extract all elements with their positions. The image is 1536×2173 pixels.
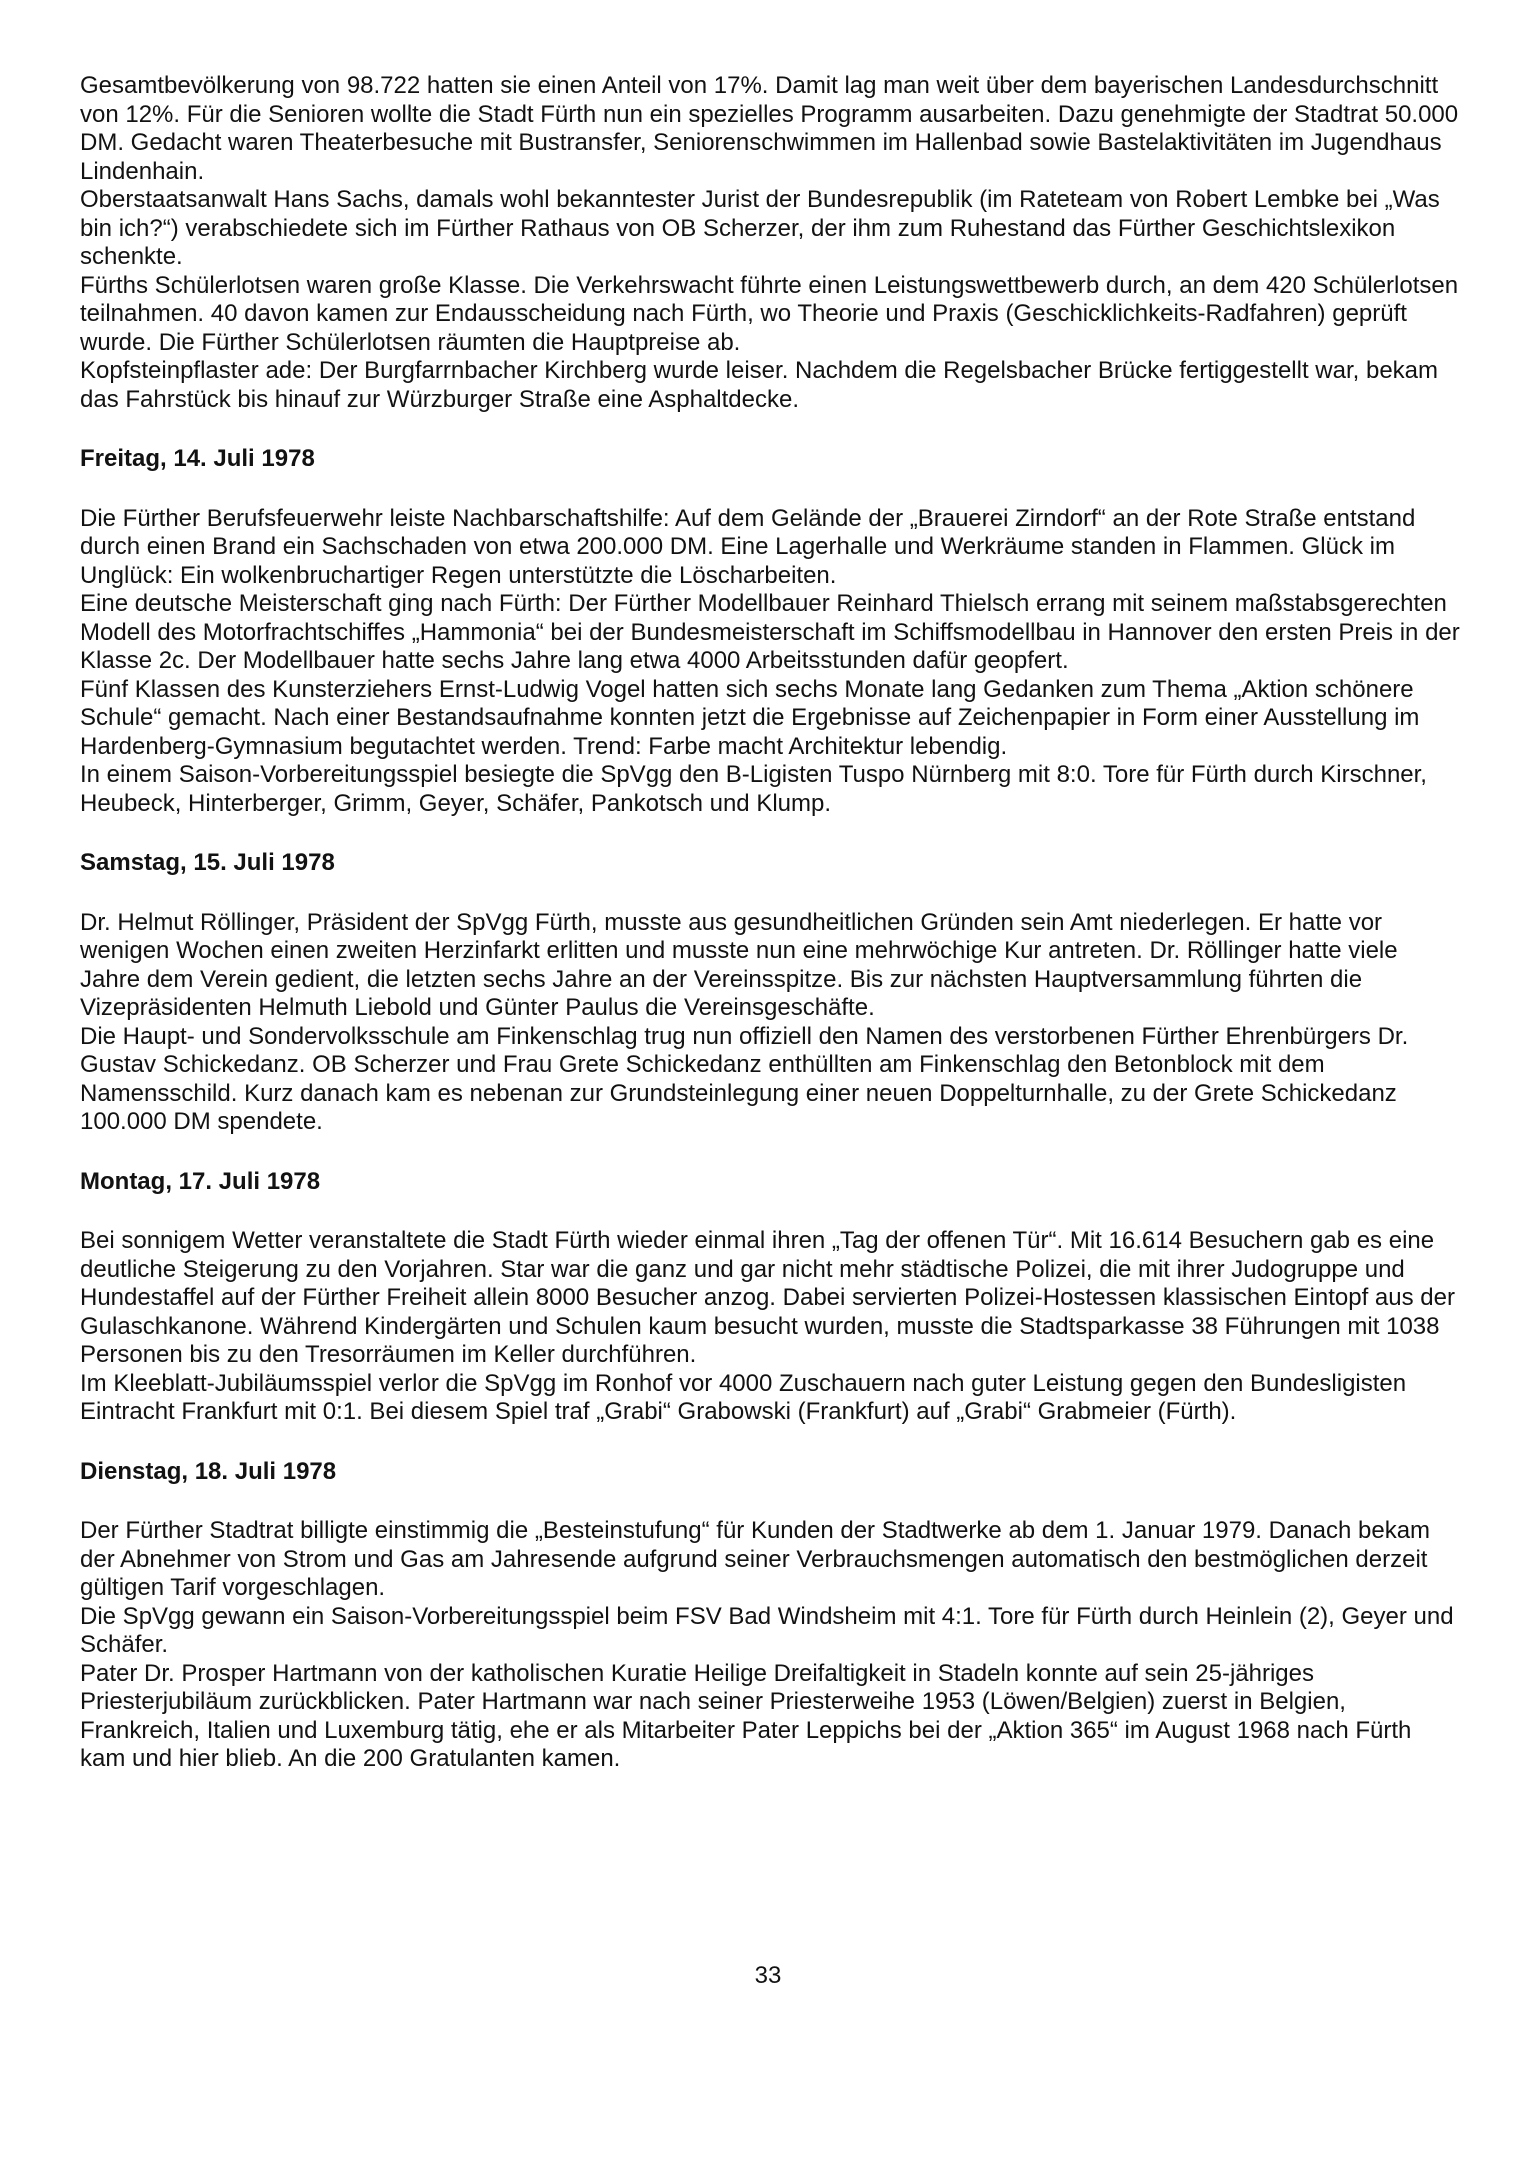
paragraph-kleeblatt-jubilaeumsspiel: Im Kleeblatt-Jubiläumsspiel verlor die SpVgg im Ronhof vor 4000 Zuschauern nach guter Leistung gegen den Bundesligisten Eintracht Frankfurt mit 0:1. Bei diesem Spiel traf „Grabi“ Grabowski (Frankfurt) auf „Grabi“ Grabmeier (Fürth). bbox=[80, 1369, 1407, 1425]
paragraph-population-seniors: Gesamtbevölkerung von 98.722 hatten sie einen Anteil von 17%. Damit lag man weit über dem bayerischen Landesdurchschnitt von 12%. Für die Senioren wollte die Stadt Fürth nun ein spezielles Programm ausarbeiten. Dazu genehmigte der Stadtrat 50.000 DM. Gedacht waren Theaterbesuche mit Bustransfer, Seniorenschwimmen im Hallenbad sowie Bastelaktivitäten im Jugendhaus Lindenhain. bbox=[80, 72, 1459, 185]
paragraph-kopfsteinpflaster: Kopfsteinpflaster ade: Der Burgfarrnbacher Kirchberg wurde leiser. Nachdem die Regelsbacher Brücke fertiggestellt war, bekam das Fahrstück bis hinauf zur Würzburger Straße eine Asphaltdecke. bbox=[80, 357, 1439, 413]
paragraph-meisterschaft-modellbau: Eine deutsche Meisterschaft ging nach Fürth: Der Fürther Modellbauer Reinhard Thielsch errang mit seinem maßstabsgerechten Modell des Motorfrachtschiffes „Hammonia“ bei der Bundesmeisterschaft im Schiffsmodellbau in Hannover den ersten Preis in der Klasse 2c. Der Modellbauer hatte sechs Jahre lang etwa 4000 Arbeitsstunden dafür geopfert. bbox=[80, 590, 1460, 674]
paragraph-schickedanz-schule: Die Haupt- und Sondervolksschule am Finkenschlag trug nun offiziell den Namen des verstorbenen Fürther Ehrenbürgers Dr. Gustav Schickedanz. OB Scherzer und Frau Grete Schickedanz enthüllten am Finkenschlag den Betonblock mit dem Namensschild. Kurz danach kam es nebenan zur Grundsteinlegung einer neuen Doppelturnhalle, zu der Grete Schickedanz 100.000 DM spendete. bbox=[80, 1022, 1409, 1135]
paragraph-pater-hartmann: Pater Dr. Prosper Hartmann von der katholischen Kuratie Heilige Dreifaltigkeit in Stadeln konnte auf sein 25-jähriges Priesterjubiläum zurückblicken. Pater Hartmann war nach seiner Priesterweihe 1953 (Löwen/Belgien) zuerst in Belgien, Frankreich, Italien und Luxemburg tätig, ehe er als Mitarbeiter Pater Leppichs bei der „Aktion 365“ im August 1968 nach Fürth kam und hier blieb. An die 200 Gratulanten kamen. bbox=[80, 1659, 1412, 1772]
document-content bbox=[80, 72, 1460, 1774]
paragraph-tag-der-offenen-tuer: Bei sonnigem Wetter veranstaltete die Stadt Fürth wieder einmal ihren „Tag der offenen Tür“. Mit 16.614 Besuchern gab es eine deutliche Steigerung zu den Vorjahren. Star war die ganz und gar nicht mehr städtische Polizei, die mit ihrer Judogruppe und Hundestaffel auf der Fürther Freiheit allein 8000 Besucher anzog. Dabei servierten Polizei-Hostessen klassischen Eintopf aus der Gulaschkanone. Während Kindergärten und Schulen kaum besucht wurden, musste die Stadtsparkasse 38 Führungen mit 1038 Personen bis zu den Tresorräumen im Keller durchführen. bbox=[80, 1227, 1455, 1368]
section-heading-freitag-14-juli: Freitag, 14. Juli 1978 bbox=[80, 445, 315, 472]
section-heading-dienstag-18-juli: Dienstag, 18. Juli 1978 bbox=[80, 1457, 337, 1485]
paragraph-berufsfeuerwehr: Die Fürther Berufsfeuerwehr leiste Nachbarschaftshilfe: Auf dem Gelände der „Brauerei Zirndorf“ an der Rote Straße entstand durch einen Brand ein Sachschaden von etwa 200.000 DM. Eine Lagerhalle und Werkräume standen in Flammen. Glück im Unglück: Ein wolkenbruchartiger Regen unterstützte die Löscharbeiten. bbox=[80, 504, 1416, 589]
paragraph-schuelerlotsen: Fürths Schülerlotsen waren große Klasse. Die Verkehrswacht führte einen Leistungswettbewerb durch, an dem 420 Schülerlotsen teilnahmen. 40 davon kamen zur Endausscheidung nach Fürth, wo Theorie und Praxis (Geschicklichkeits-Radfahren) geprüft wurde. Die Fürther Schülerlotsen räumten die Hauptpreise ab. bbox=[80, 271, 1459, 356]
paragraph-besteinstufung: Der Fürther Stadtrat billigte einstimmig die „Besteinstufung“ für Kunden der Stadtwerke ab dem 1. Januar 1979. Danach bekam der Abnehmer von Strom und Gas am Jahresende aufgrund seiner Verbrauchsmengen automatisch den bestmöglichen derzeit gültigen Tarif vorgeschlagen. bbox=[80, 1517, 1431, 1601]
page-number: 33 bbox=[754, 1962, 782, 1989]
paragraph-roellinger: Dr. Helmut Röllinger, Präsident der SpVgg Fürth, musste aus gesundheitlichen Gründen sein Amt niederlegen. Er hatte vor wenigen Wochen einen zweiten Herzinfarkt erlitten und musste nun eine mehrwöchige Kur antreten. Dr. Röllinger hatte viele Jahre dem Verein gedient, die letzten sechs Jahre an der Vereinsspitze. Bis zur nächsten Hauptversammlung führten die Vizepräsidenten Helmuth Liebold und Günter Paulus die Vereinsgeschäfte. bbox=[80, 908, 1398, 1021]
section-heading-montag-17-juli: Montag, 17. Juli 1978 bbox=[80, 1167, 321, 1195]
paragraph-spvgg-bad-windsheim: Die SpVgg gewann ein Saison-Vorbereitungsspiel beim FSV Bad Windsheim mit 4:1. Tore für Fürth durch Heinlein (2), Geyer und Schäfer. bbox=[80, 1602, 1454, 1658]
section-heading-samstag-15-juli: Samstag, 15. Juli 1978 bbox=[80, 849, 335, 876]
paragraph-aktion-schoenere-schule: Fünf Klassen des Kunsterziehers Ernst-Ludwig Vogel hatten sich sechs Monate lang Gedanken zum Thema „Aktion schönere Schule“ gemacht. Nach einer Bestandsaufnahme konnten jetzt die Ergebnisse auf Zeichenpapier in Form einer Ausstellung im Hardenberg-Gymnasium begutachtet werden. Trend: Farbe macht Architektur lebendig. bbox=[80, 675, 1420, 760]
paragraph-hans-sachs: Oberstaatsanwalt Hans Sachs, damals wohl bekanntester Jurist der Bundesrepublik (im Rateteam von Robert Lembke bei „Was bin ich?“) verabschiedete sich im Fürther Rathaus von OB Scherzer, der ihm zum Ruhestand das Fürther Geschichtslexikon schenkte. bbox=[80, 186, 1440, 270]
paragraph-spvgg-tuspo: In einem Saison-Vorbereitungsspiel besiegte die SpVgg den B-Ligisten Tuspo Nürnberg mit 8:0. Tore für Fürth durch Kirschner, Heubeck, Hinterberger, Grimm, Geyer, Schäfer, Pankotsch und Klump. bbox=[80, 761, 1427, 817]
